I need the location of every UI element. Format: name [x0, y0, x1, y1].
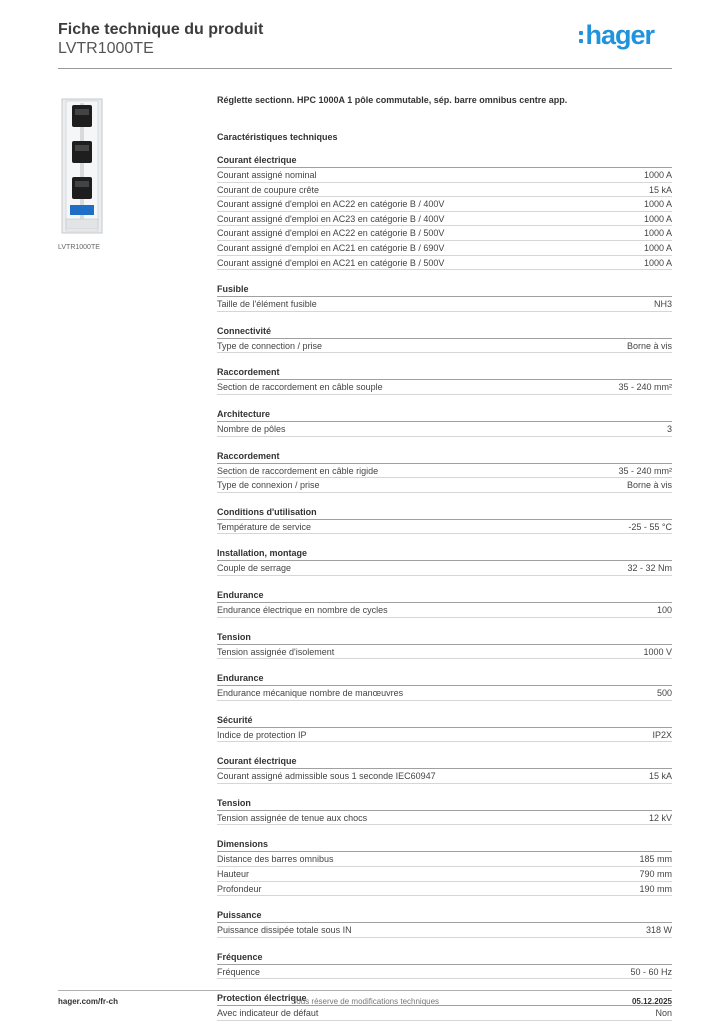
- spec-group-title: Endurance: [217, 671, 672, 686]
- spec-label: Courant assigné d'emploi en AC21 en catégorie B / 690V: [217, 242, 445, 253]
- product-image: [58, 95, 202, 237]
- spec-label: Courant assigné d'emploi en AC21 en catégorie B / 500V: [217, 257, 445, 268]
- spec-label: Profondeur: [217, 883, 262, 894]
- spec-row: [217, 882, 672, 897]
- spec-value: -25 - 55 °C: [628, 521, 672, 532]
- spec-label: Courant assigné d'emploi en AC23 en catégorie B / 400V: [217, 213, 445, 224]
- spec-value: 50 - 60 Hz: [630, 966, 672, 977]
- spec-row: [217, 168, 672, 183]
- fuse-switch-strip-icon: [58, 95, 202, 237]
- logo-text: hager: [585, 20, 654, 50]
- spec-group: [217, 908, 672, 938]
- spec-label: Tension assignée d'isolement: [217, 646, 335, 657]
- specifications: [217, 94, 672, 1021]
- spec-group-title: Tension: [217, 796, 672, 811]
- spec-group-title: Raccordement: [217, 449, 672, 464]
- spec-group-title: Conditions d'utilisation: [217, 505, 672, 520]
- spec-value: 1000 A: [643, 257, 672, 268]
- spec-row: [217, 212, 672, 227]
- spec-group: [217, 796, 672, 826]
- spec-group-title: Endurance: [217, 588, 672, 603]
- spec-value: 790 mm: [639, 869, 672, 880]
- spec-value: 190 mm: [639, 883, 672, 894]
- spec-row: [217, 520, 672, 535]
- spec-group-title: Connectivité: [217, 324, 672, 339]
- spec-row: [217, 769, 672, 784]
- spec-label: Type de connection / prise: [217, 340, 323, 351]
- spec-row: [217, 241, 672, 256]
- spec-label: Tension assignée de tenue aux chocs: [217, 812, 368, 823]
- spec-value: 1000 A: [643, 242, 672, 253]
- spec-label: Avec indicateur de défaut: [217, 1008, 319, 1019]
- footer-website-link[interactable]: hager.com/fr-ch: [58, 997, 119, 1006]
- spec-row: [217, 464, 672, 479]
- spec-row: [217, 645, 672, 660]
- spec-label: Courant assigné nominal: [217, 170, 317, 180]
- footer-divider: [58, 990, 672, 991]
- spec-group: [217, 153, 672, 270]
- spec-value: 32 - 32 Nm: [627, 563, 672, 574]
- spec-group-title: Tension: [217, 630, 672, 645]
- product-reference: LVTR1000TE: [58, 40, 154, 57]
- spec-row: [217, 923, 672, 938]
- spec-groups: [217, 153, 672, 1021]
- spec-group: [217, 407, 672, 437]
- spec-row: [217, 867, 672, 882]
- spec-group-title: Dimensions: [217, 837, 672, 852]
- spec-label: Endurance électrique en nombre de cycles: [217, 604, 388, 615]
- spec-group: [217, 324, 672, 354]
- footer-notice: Sous réserve de modifications techniques: [290, 997, 440, 1006]
- spec-value: 500: [656, 688, 672, 699]
- spec-row: [217, 1006, 672, 1021]
- spec-row: [217, 686, 672, 701]
- spec-label: Indice de protection IP: [217, 729, 307, 740]
- product-description: Réglette sectionn. HPC 1000A 1 pôle commutable, sép. barre omnibus centre app.: [217, 95, 568, 105]
- spec-group: [217, 630, 672, 660]
- spec-group: [217, 588, 672, 618]
- spec-group-title: Fusible: [217, 282, 672, 297]
- spec-label: Taille de l'élément fusible: [217, 299, 317, 310]
- page-title: Fiche technique du produit: [58, 21, 264, 38]
- spec-value: 100: [656, 604, 672, 615]
- spec-group: [217, 713, 672, 743]
- spec-value: 15 kA: [648, 184, 672, 195]
- spec-row: [217, 422, 672, 437]
- spec-row: [217, 478, 672, 493]
- spec-row: [217, 297, 672, 312]
- spec-label: Type de connexion / prise: [217, 480, 320, 491]
- spec-label: Endurance mécanique nombre de manœuvres: [217, 688, 404, 699]
- spec-row: [217, 965, 672, 980]
- spec-value: 12 kV: [648, 812, 672, 823]
- spec-row: [217, 603, 672, 618]
- spec-row: [217, 226, 672, 241]
- spec-label: Température de service: [217, 521, 312, 532]
- spec-label: Distance des barres omnibus: [217, 854, 334, 865]
- spec-label: Nombre de pôles: [217, 423, 286, 434]
- spec-label: Puissance dissipée totale sous IN: [217, 925, 352, 936]
- spec-group: [217, 282, 672, 312]
- spec-label: Courant assigné d'emploi en AC22 en catégorie B / 400V: [217, 199, 445, 210]
- spec-row: [217, 852, 672, 867]
- spec-label: Hauteur: [217, 869, 250, 880]
- spec-row: [217, 811, 672, 826]
- spec-value: 35 - 240 mm²: [618, 465, 672, 476]
- spec-group: [217, 671, 672, 701]
- spec-value: 35 - 240 mm²: [618, 382, 672, 393]
- spec-value: 3: [666, 423, 672, 434]
- spec-group: [217, 449, 672, 493]
- spec-label: Courant assigné d'emploi en AC22 en catégorie B / 500V: [217, 228, 445, 239]
- spec-value: 185 mm: [639, 854, 672, 865]
- spec-group-title: Protection électrique: [217, 991, 672, 1006]
- header-divider: [58, 68, 672, 69]
- spec-group: [217, 546, 672, 576]
- spec-label: Section de raccordement en câble souple: [217, 382, 383, 393]
- spec-group: [217, 837, 672, 896]
- footer-date: 05.12.2025: [631, 997, 672, 1006]
- spec-label: Couple de serrage: [217, 563, 292, 574]
- hager-logo: [579, 20, 654, 50]
- spec-group: [217, 365, 672, 395]
- spec-value: 1000 A: [643, 199, 672, 210]
- spec-group-title: Architecture: [217, 407, 672, 422]
- spec-group-title: Courant électrique: [217, 754, 672, 769]
- spec-value: 1000 V: [643, 646, 672, 657]
- spec-value: 1000 A: [643, 213, 672, 224]
- spec-label: Fréquence: [217, 966, 261, 977]
- spec-group: [217, 505, 672, 535]
- spec-value: 15 kA: [648, 771, 672, 782]
- spec-value: 1000 A: [643, 228, 672, 239]
- spec-label: Courant de coupure crête: [217, 184, 320, 195]
- spec-value: 1000 A: [643, 170, 672, 180]
- spec-group: [217, 991, 672, 1021]
- image-caption: LVTR1000TE: [58, 244, 100, 251]
- spec-value: NH3: [653, 299, 672, 310]
- spec-value: Borne à vis: [626, 480, 672, 491]
- spec-value: 318 W: [645, 925, 672, 936]
- spec-group-title: Courant électrique: [217, 153, 672, 168]
- page-header: [58, 20, 672, 68]
- spec-group-title: Raccordement: [217, 365, 672, 380]
- spec-row: [217, 183, 672, 198]
- spec-value: Borne à vis: [626, 340, 672, 351]
- spec-row: [217, 728, 672, 743]
- spec-row: [217, 380, 672, 395]
- spec-group-title: Installation, montage: [217, 546, 672, 561]
- spec-value: IP2X: [652, 729, 672, 740]
- spec-group-title: Fréquence: [217, 950, 672, 965]
- spec-group-title: Puissance: [217, 908, 672, 923]
- spec-group: [217, 950, 672, 980]
- spec-row: [217, 561, 672, 576]
- spec-row: [217, 197, 672, 212]
- spec-label: Courant assigné admissible sous 1 seconde IEC60947: [217, 771, 436, 782]
- spec-row: [217, 339, 672, 354]
- spec-group-title: Sécurité: [217, 713, 672, 728]
- spec-label: Section de raccordement en câble rigide: [217, 465, 379, 476]
- spec-row: [217, 256, 672, 271]
- spec-group: [217, 754, 672, 784]
- section-title: Caractéristiques techniques: [217, 132, 338, 142]
- logo-dots-icon: [579, 31, 583, 43]
- spec-value: Non: [655, 1008, 672, 1019]
